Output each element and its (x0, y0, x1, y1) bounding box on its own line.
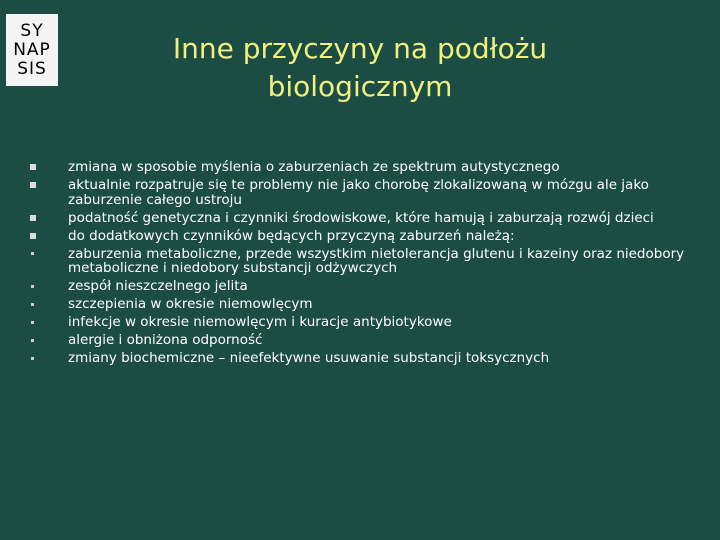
list-item (30, 351, 690, 366)
logo-line-3: SIS (17, 58, 47, 79)
list-item (30, 178, 690, 207)
dot-bullet-icon (30, 279, 68, 294)
list-item-text: zmiany biochemiczne – nieefektywne usuwanie substancji toksycznych (68, 350, 550, 366)
square-bullet-icon (30, 229, 68, 244)
list-item-text: zmiana w sposobie myślenia o zaburzeniach ze spektrum autystycznego (68, 159, 560, 175)
slide-title: Inne przyczyny na podłożu biologicznym (172, 32, 548, 103)
list-item-text: zespół nieszczelnego jelita (68, 278, 248, 294)
list-item (30, 229, 690, 244)
dot-bullet-icon (30, 351, 68, 366)
list-item-text: zaburzenia metaboliczne, przede wszystkim nietolerancja glutenu i kazeiny oraz niedobory metaboliczne i niedobory substancji odżywczych (68, 245, 685, 276)
list-item (30, 211, 690, 226)
list-item-text: infekcje w okresie niemowlęcym i kuracje antybiotykowe (68, 314, 452, 330)
list-item (30, 315, 690, 330)
dot-bullet-icon (30, 247, 68, 262)
list-item-text: do dodatkowych czynników będących przyczyną zaburzeń należą: (68, 227, 515, 244)
square-bullet-icon (30, 178, 68, 193)
list-item-text: aktualnie rozpatruje się te problemy nie jako chorobę zlokalizowaną w mózgu ale jako zaburzenie całego ustroju (68, 177, 649, 208)
list-item-text: alergie i obniżona odporność (68, 332, 263, 348)
list-item (30, 279, 690, 294)
dot-bullet-icon (30, 297, 68, 312)
logo-line-1: SY (20, 20, 44, 41)
list-item-text: podatność genetyczna i czynniki środowiskowe, które hamują i zaburzają rozwój dzieci (68, 209, 654, 226)
list-item (30, 297, 690, 312)
square-bullet-icon (30, 160, 68, 175)
logo-line-2: NAP (13, 39, 51, 60)
list-item (30, 247, 690, 276)
dot-bullet-icon (30, 333, 68, 348)
list-item (30, 160, 690, 175)
synapsis-logo (6, 14, 58, 86)
square-bullet-icon (30, 211, 68, 226)
bullet-list (30, 160, 690, 369)
dot-bullet-icon (30, 315, 68, 330)
list-item (30, 333, 690, 348)
list-item-text: szczepienia w okresie niemowlęcym (68, 296, 313, 312)
